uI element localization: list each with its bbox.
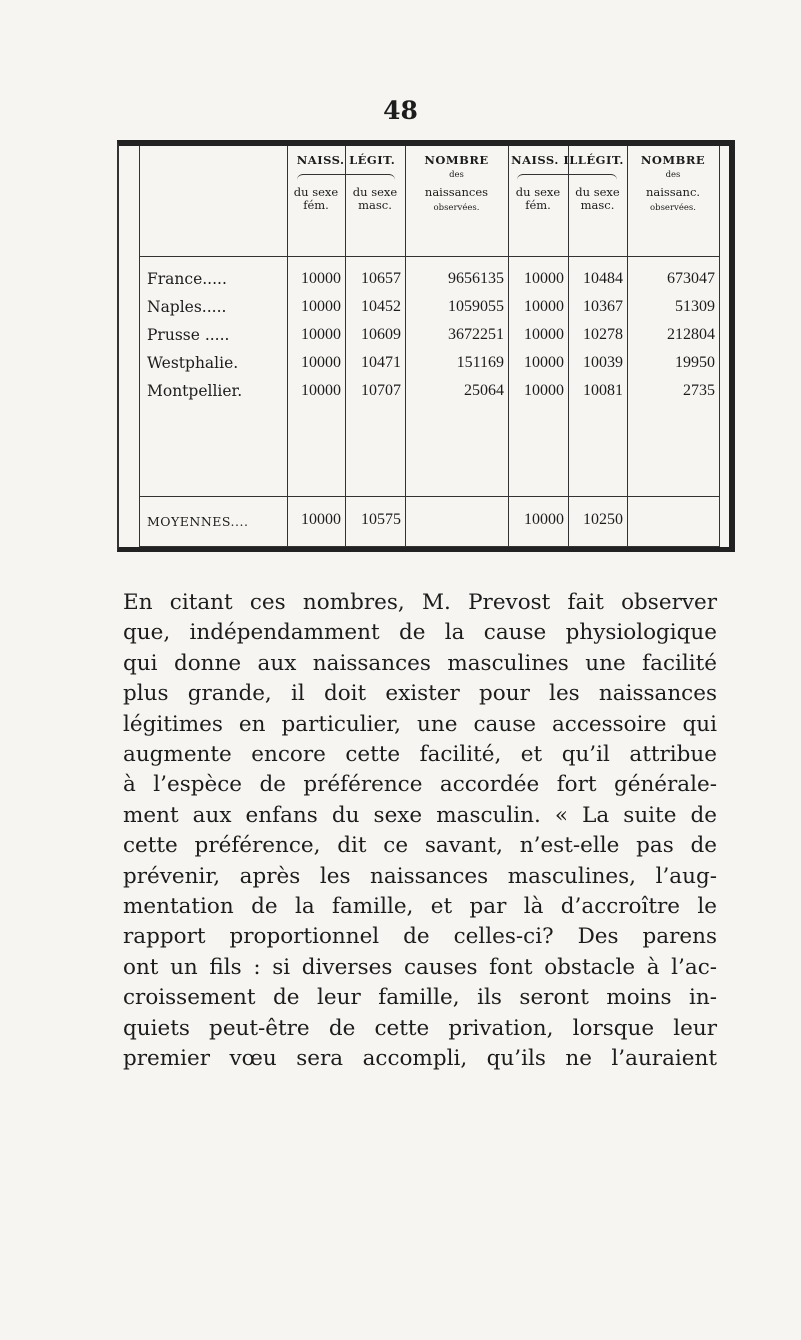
header-legit-masc: du sexe masc. [352, 185, 398, 213]
cell-illegit-masc: 10039 [583, 354, 623, 371]
cell-nombre-legit: 25064 [464, 382, 504, 399]
header-nombre-legit-des: des [449, 170, 464, 180]
text-line: cette préférence, dit ce savant, n’est-elle pas de [123, 833, 717, 859]
text-line: mentation de la famille, et par là d’accroître le [123, 894, 717, 920]
row-label: Montpellier. [147, 382, 243, 400]
bottom-rule [139, 546, 719, 547]
header-legit-fem: du sexe fém. [293, 185, 339, 213]
table-inner-left-rule [139, 146, 140, 547]
cell-legit-fem: 10000 [301, 298, 341, 315]
cell-nombre-illegit: 51309 [675, 298, 715, 315]
text-line: augmente encore cette facilité, et qu’il attribue [123, 742, 717, 768]
cell-nombre-legit: 1059055 [448, 298, 504, 315]
header-rule [139, 256, 719, 257]
cell-legit-fem: 10000 [301, 382, 341, 399]
text-line: En citant ces nombres, M. Prevost fait observer [123, 590, 717, 615]
cell-nombre-illegit: 19950 [675, 354, 715, 371]
cell-moyenne-legit-masc: 10575 [361, 511, 401, 528]
header-nombre-legit-naissances: naissances [424, 185, 489, 199]
cell-illegit-masc: 10484 [583, 270, 623, 287]
text-line: légitimes en particulier, une cause accessoire qui [123, 711, 717, 737]
cell-moyenne-legit-fem: 10000 [301, 511, 341, 528]
cell-legit-fem: 10000 [301, 354, 341, 371]
cell-legit-fem: 10000 [301, 270, 341, 287]
header-nombre-illegit-title: NOMBRE [640, 153, 706, 167]
cell-illegit-fem: 10000 [524, 326, 564, 343]
cell-illegit-fem: 10000 [524, 298, 564, 315]
row-label: Prusse ..... [147, 326, 230, 344]
cell-illegit-masc: 10278 [583, 326, 623, 343]
row-label: France..... [147, 270, 227, 288]
body-text [123, 588, 717, 1075]
cell-legit-masc: 10707 [361, 382, 401, 399]
header-legit-group: NAISS. LÉGIT. [296, 153, 396, 167]
cell-nombre-legit: 151169 [456, 354, 504, 371]
header-brace [297, 174, 395, 181]
cell-illegit-fem: 10000 [524, 382, 564, 399]
header-nombre-legit-title: NOMBRE [424, 153, 489, 167]
header-brace [517, 174, 617, 181]
cell-moyenne-illegit-fem: 10000 [524, 511, 564, 528]
cell-moyenne-illegit-masc: 10250 [583, 511, 623, 528]
cell-legit-fem: 10000 [301, 326, 341, 343]
cell-illegit-fem: 10000 [524, 354, 564, 371]
text-line: prévenir, après les naissances masculines, l’aug- [123, 863, 717, 889]
cell-nombre-illegit: 212804 [667, 326, 715, 343]
cell-illegit-fem: 10000 [524, 270, 564, 287]
text-line: à l’espèce de préférence accordée fort générale- [123, 772, 717, 798]
text-line: ment aux enfans du sexe masculin. « La suite de [123, 802, 717, 828]
header-nombre-illegit-naissanc: naissanc. [645, 185, 701, 199]
cell-nombre-illegit: 673047 [667, 270, 715, 287]
text-line: rapport proportionnel de celles-ci? Des parens [123, 924, 717, 950]
header-nombre-illegit-des: des [665, 170, 681, 180]
header-illegit-fem: du sexe fém. [515, 185, 561, 213]
text-line: premier vœu sera accompli, qu’ils ne l’auraient [123, 1046, 717, 1072]
statistics-table [117, 140, 735, 552]
header-nombre-illegit-observees: observées. [650, 203, 696, 213]
moyennes-label: MOYENNES.... [147, 514, 249, 529]
cell-legit-masc: 10657 [361, 270, 401, 287]
text-line: qui donne aux naissances masculines une facilité [123, 650, 717, 676]
header-nombre-legit-observees: observées. [433, 203, 480, 213]
text-line: plus grande, il doit exister pour les naissances [123, 681, 717, 707]
header-illegit-masc: du sexe masc. [575, 185, 620, 213]
text-line: que, indépendamment de la cause physiologique [123, 620, 717, 646]
cell-legit-masc: 10471 [361, 354, 401, 371]
table-inner-right-rule [719, 146, 720, 547]
moyennes-rule [139, 496, 719, 497]
cell-legit-masc: 10609 [361, 326, 401, 343]
text-line: ont un fils : si diverses causes font obstacle à l’ac- [123, 954, 717, 980]
cell-illegit-masc: 10367 [583, 298, 623, 315]
row-label: Naples..... [147, 298, 227, 316]
cell-illegit-masc: 10081 [583, 382, 623, 399]
cell-nombre-illegit: 2735 [683, 382, 715, 399]
page-number: 48 [383, 96, 418, 125]
text-line: quiets peut-être de cette privation, lorsque leur [123, 1015, 717, 1041]
row-label: Westphalie. [147, 354, 239, 372]
cell-legit-masc: 10452 [361, 298, 401, 315]
text-line: croissement de leur famille, ils seront moins in- [123, 985, 717, 1011]
cell-nombre-legit: 3672251 [448, 326, 504, 343]
cell-nombre-legit: 9656135 [448, 270, 504, 287]
header-illegit-group: NAISS. ILLÉGIT. [511, 153, 624, 167]
